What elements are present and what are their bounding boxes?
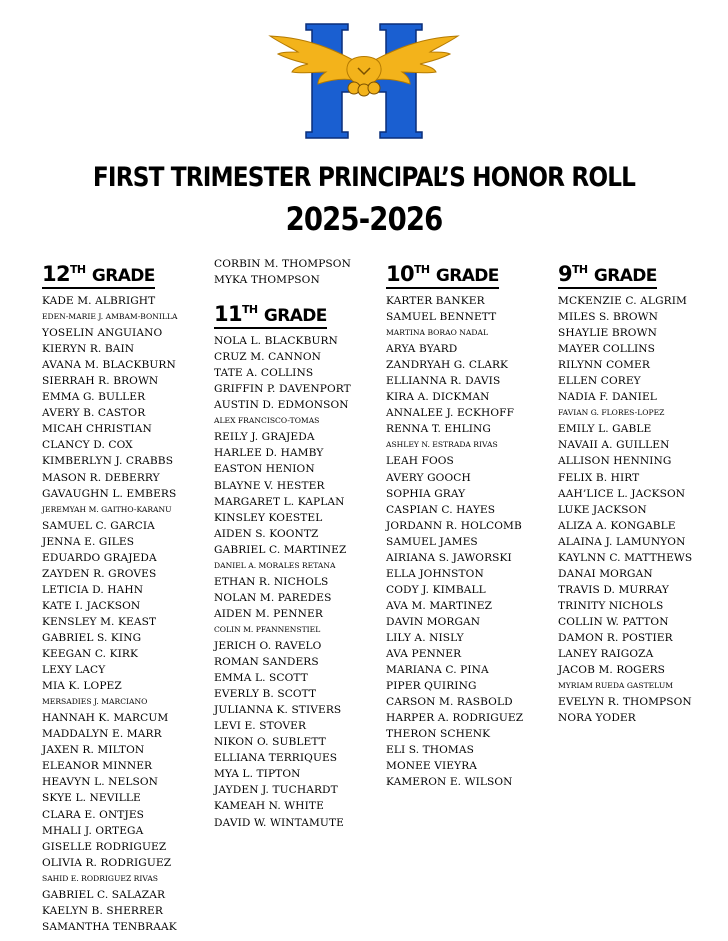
student-name: JAXEN R. MILTON — [42, 744, 145, 757]
student-name: THERON SCHENK — [386, 728, 491, 741]
student-name: MERSADIES J. MARCIANO — [42, 697, 148, 707]
student-name: EDEN-MARIE J. AMBAM-BONILLA — [42, 312, 178, 322]
column-9th-grade — [558, 258, 692, 726]
student-name: JENNA E. GILES — [42, 535, 135, 548]
student-name: TRAVIS D. MURRAY — [558, 583, 670, 596]
student-name: EVERLY B. SCOTT — [214, 688, 317, 701]
student-name: REILY J. GRAJEDA — [214, 431, 315, 444]
student-name: MARGARET L. KAPLAN — [214, 495, 345, 508]
student-name: LEAH FOOS — [386, 455, 454, 468]
student-name: KADE M. ALBRIGHT — [42, 295, 156, 307]
student-name: MAYER COLLINS — [558, 343, 656, 356]
student-name: CORBIN M. THOMPSON — [214, 258, 351, 270]
student-name: AVERY B. CASTOR — [42, 407, 146, 420]
page-title: FIRST TRIMESTER PRINCIPAL’S HONOR ROLL — [92, 162, 636, 193]
student-name: EMMA L. SCOTT — [214, 672, 308, 685]
student-name: ELEANOR MINNER — [42, 760, 153, 773]
student-name: KIMBERLYN J. CRABBS — [42, 455, 174, 468]
student-name: MYRIAM RUEDA GASTELUM — [558, 681, 673, 691]
student-name: LEXY LACY — [42, 664, 106, 677]
student-name: KARTER BANKER — [386, 295, 485, 307]
student-name: MADDALYN E. MARR — [42, 728, 162, 741]
student-name: EASTON HENION — [214, 463, 315, 476]
grade-heading-9: 9TH GRADE — [558, 258, 657, 289]
student-name: PIPER QUIRING — [386, 680, 477, 693]
student-name: MICAH CHRISTIAN — [42, 423, 152, 436]
hawk-h-logo-icon — [266, 22, 462, 140]
student-name: JERICH O. RAVELO — [214, 639, 322, 652]
student-name: SAMANTHA TENBRAAK — [42, 920, 177, 933]
student-name: ELLA JOHNSTON — [386, 567, 484, 580]
student-name: KIERYN R. BAIN — [42, 343, 135, 356]
student-name: KEEGAN C. KIRK — [42, 648, 138, 661]
student-name: RILYNN COMER — [558, 359, 650, 372]
student-name: AVA M. MARTINEZ — [386, 599, 493, 612]
student-name: ALIZA A. KONGABLE — [558, 519, 676, 532]
student-name: EDUARDO GRAJEDA — [42, 551, 157, 564]
column-11th-grade — [214, 256, 351, 831]
student-name: AVERY GOOCH — [386, 471, 471, 484]
student-name: AUSTIN D. EDMONSON — [214, 399, 349, 412]
student-name: ROMAN SANDERS — [214, 656, 319, 669]
student-name: EVELYN R. THOMPSON — [558, 696, 692, 709]
student-name: COLLIN W. PATTON — [558, 615, 669, 628]
student-name: LUKE JACKSON — [558, 503, 647, 516]
student-name: LEVI E. STOVER — [214, 720, 307, 733]
student-name: ALEX FRANCISCO-TOMAS — [214, 416, 320, 426]
student-name: LANEY RAIGOZA — [558, 648, 654, 661]
student-name: TATE A. COLLINS — [214, 367, 314, 380]
student-name: DANIEL A. MORALES RETANA — [214, 560, 336, 570]
student-name: COLIN M. PFANNENSTIEL — [214, 624, 321, 634]
student-name: NADIA F. DANIEL — [558, 391, 657, 404]
name-list — [42, 293, 177, 935]
student-name: SHAYLIE BROWN — [558, 327, 657, 340]
student-name: MARIANA C. PINA — [386, 664, 489, 677]
student-name: ASHLEY N. ESTRADA RIVAS — [386, 440, 498, 450]
student-name: MARTINA BORAO NADAL — [386, 328, 488, 338]
student-name: GRIFFIN P. DAVENPORT — [214, 383, 351, 396]
student-name: JACOB M. ROGERS — [558, 664, 666, 677]
logo-talons — [348, 82, 380, 96]
student-name: BLAYNE V. HESTER — [214, 479, 325, 492]
student-name: NOLAN M. PAREDES — [214, 591, 332, 604]
student-name: YOSELIN ANGUIANO — [42, 327, 163, 340]
student-name: ELLEN COREY — [558, 375, 641, 388]
student-name: KIRA A. DICKMAN — [386, 391, 490, 404]
grade-heading-11: 11TH GRADE — [214, 298, 327, 329]
student-name: HANNAH K. MARCUM — [42, 712, 169, 725]
student-name: ANNALEE J. ECKHOFF — [386, 407, 515, 420]
student-name: KAMEAH N. WHITE — [214, 800, 324, 813]
grade-heading-10: 10TH GRADE — [386, 258, 499, 289]
name-list-continued — [214, 256, 351, 288]
school-year: 2025-2026 — [285, 200, 443, 238]
student-name: ETHAN R. NICHOLS — [214, 575, 329, 588]
student-name: MONEE VIEYRA — [386, 760, 478, 773]
student-name: ELI S. THOMAS — [386, 744, 474, 757]
student-name: ELLIANNA R. DAVIS — [386, 375, 501, 388]
student-name: NIKON O. SUBLETT — [214, 736, 326, 749]
student-name: AAH’LICE L. JACKSON — [558, 487, 686, 500]
student-name: EMMA G. BULLER — [42, 391, 146, 404]
student-name: SIERRAH R. BROWN — [42, 375, 159, 388]
student-name: ZANDRYAH G. CLARK — [386, 359, 509, 372]
student-name: HARLEE D. HAMBY — [214, 447, 324, 460]
student-name: GABRIEL C. SALAZAR — [42, 888, 166, 901]
student-name: ZAYDEN R. GROVES — [42, 567, 157, 580]
student-name: HEAVYN L. NELSON — [42, 776, 158, 789]
student-name: KINSLEY KOESTEL — [214, 511, 323, 524]
student-name: AVANA M. BLACKBURN — [42, 359, 176, 372]
student-name: KAYLNN C. MATTHEWS — [558, 551, 693, 564]
student-name: DAVID W. WINTAMUTE — [214, 816, 344, 829]
student-name: AIDEN S. KOONTZ — [214, 527, 319, 540]
student-name: GAVAUGHN L. EMBERS — [42, 487, 177, 500]
student-name: JAYDEN J. TUCHARDT — [214, 784, 338, 797]
column-12th-grade — [42, 258, 177, 935]
student-name: RENNA T. EHLING — [386, 423, 491, 436]
student-name: CRUZ M. CANNON — [214, 351, 321, 364]
student-name: CLANCY D. COX — [42, 439, 133, 452]
student-name: SAHID E. RODRIGUEZ RIVAS — [42, 873, 159, 883]
student-name: GISELLE RODRIGUEZ — [42, 840, 167, 853]
name-list — [386, 293, 523, 790]
student-name: SOPHIA GRAY — [386, 487, 466, 500]
student-name: FAVIAN G. FLORES-LOPEZ — [558, 408, 665, 418]
logo-wings — [270, 36, 458, 86]
student-name: AVA PENNER — [386, 648, 462, 661]
student-name: ALAINA J. LAMUNYON — [558, 535, 686, 548]
student-name: MILES S. BROWN — [558, 311, 659, 324]
student-name: NOLA L. BLACKBURN — [214, 335, 338, 348]
student-name: MHALI J. ORTEGA — [42, 824, 144, 837]
student-name: MCKENZIE C. ALGRIM — [558, 295, 687, 307]
student-name: FELIX B. HIRT — [558, 471, 640, 484]
student-name: MYA L. TIPTON — [214, 768, 301, 781]
student-name: EMILY L. GABLE — [558, 423, 652, 436]
student-name: NORA YODER — [558, 712, 636, 725]
student-name: MIA K. LOPEZ — [42, 680, 122, 693]
student-name: SAMUEL JAMES — [386, 535, 478, 548]
student-name: TRINITY NICHOLS — [558, 599, 664, 612]
student-name: DANAI MORGAN — [558, 567, 653, 580]
student-name: KATE I. JACKSON — [42, 599, 141, 612]
student-name: GABRIEL S. KING — [42, 631, 142, 644]
student-name: GABRIEL C. MARTINEZ — [214, 543, 347, 556]
student-name: OLIVIA R. RODRIGUEZ — [42, 856, 172, 869]
student-name: AIRIANA S. JAWORSKI — [386, 551, 512, 564]
grade-heading-12: 12TH GRADE — [42, 258, 155, 289]
student-name: CODY J. KIMBALL — [386, 583, 486, 596]
student-name: LILY A. NISLY — [386, 631, 464, 644]
student-name: JORDANN R. HOLCOMB — [386, 519, 522, 532]
student-name: ALLISON HENNING — [558, 455, 672, 468]
name-list — [214, 333, 351, 830]
student-name: SKYE L. NEVILLE — [42, 792, 141, 805]
student-name: JEREMYAH M. GAITHO-KARANU — [42, 504, 172, 514]
student-name: CASPIAN C. HAYES — [386, 503, 496, 516]
student-name: KAMERON E. WILSON — [386, 776, 513, 789]
student-name: KAELYN B. SHERRER — [42, 904, 163, 917]
student-name: LETICIA D. HAHN — [42, 583, 144, 596]
student-name: CARSON M. RASBOLD — [386, 696, 513, 709]
student-name: MYKA THOMPSON — [214, 274, 320, 287]
student-name: SAMUEL BENNETT — [386, 311, 497, 324]
student-name: ELLIANA TERRIQUES — [214, 752, 338, 765]
student-name: MASON R. DEBERRY — [42, 471, 160, 484]
student-name: ARYA BYARD — [386, 343, 458, 356]
student-name: DAVIN MORGAN — [386, 615, 481, 628]
student-name: DAMON R. POSTIER — [558, 631, 673, 644]
student-name: AIDEN M. PENNER — [214, 607, 323, 620]
column-10th-grade — [386, 258, 523, 790]
student-name: CLARA E. ONTJES — [42, 808, 145, 821]
name-list — [558, 293, 692, 726]
student-name: KENSLEY M. KEAST — [42, 615, 157, 628]
student-name: JULIANNA K. STIVERS — [214, 704, 342, 717]
student-name: SAMUEL C. GARCIA — [42, 519, 155, 532]
student-name: NAVAII A. GUILLEN — [558, 439, 670, 452]
student-name: HARPER A. RODRIGUEZ — [386, 712, 524, 725]
